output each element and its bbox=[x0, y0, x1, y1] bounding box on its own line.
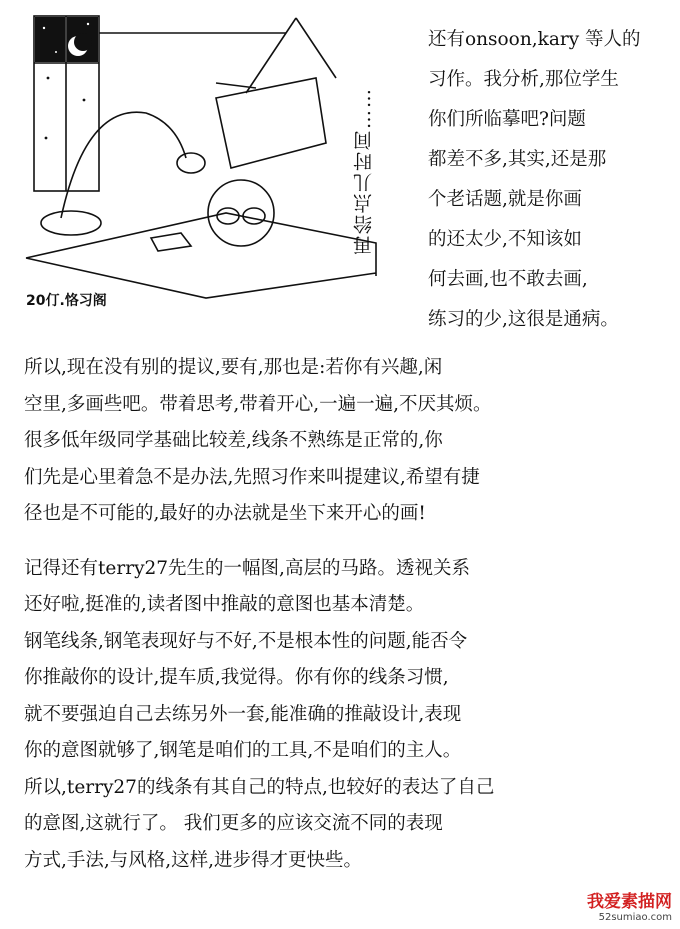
paragraph-gap bbox=[24, 533, 670, 551]
watermark-title: 我爱素描网 bbox=[587, 892, 672, 912]
desk bbox=[26, 213, 376, 298]
text-line: 还有onsoon,kary 等人的 bbox=[428, 29, 641, 50]
right-column-text bbox=[428, 20, 673, 340]
artist-signature: 20仃.恪习阁 bbox=[26, 293, 107, 309]
text-line: 们先是心里着急不是办法,先照习作来叫提建议,希望有捷 bbox=[24, 466, 480, 488]
text-line: 习作。我分析,那位学生 bbox=[428, 69, 619, 90]
hanging-string bbox=[246, 18, 336, 93]
text-line: 钢笔线条,钢笔表现好与不好,不是根本性的问题,能否令 bbox=[24, 630, 468, 652]
text-line: 何去画,也不敢去画, bbox=[428, 269, 588, 290]
text-line: 的还太少,不知该如 bbox=[428, 229, 582, 250]
text-line: 所以,现在没有别的提议,要有,那也是:若你有兴趣,闲 bbox=[24, 357, 443, 378]
watermark-url: 52sumiao.com bbox=[598, 912, 672, 923]
hanging-cake bbox=[216, 78, 326, 168]
text-line: 你们所临摹吧?问题 bbox=[428, 109, 586, 130]
text-line: 你推敲你的设计,提车质,我觉得。你有你的线条习惯, bbox=[24, 667, 449, 688]
text-line: 还好啦,挺准的,读者图中推敲的意图也基本清楚。 bbox=[24, 594, 425, 615]
text-line: 径也是不可能的,最好的办法就是坐下来开心的画! bbox=[24, 503, 426, 524]
text-line: 空里,多画些吧。带着思考,带着开心,一遍一遍,不厌其烦。 bbox=[24, 393, 492, 415]
text-line: 很多低年级同学基础比较差,线条不熟练是正常的,你 bbox=[24, 430, 443, 451]
text-line: 个老话题,就是你画 bbox=[428, 189, 582, 210]
text-line: 所以,terry27的线条有其自己的特点,也较好的表达了自己 bbox=[24, 776, 495, 798]
text-line: 练习的少,这很是通病。 bbox=[428, 309, 619, 330]
watermark bbox=[587, 887, 672, 923]
handwritten-body bbox=[24, 350, 670, 879]
text-line: 就不要强迫自己去练另外一套,能准确的推敲设计,表现 bbox=[24, 703, 462, 725]
text-line: 记得还有terry27先生的一幅图,高层的马路。透视关系 bbox=[24, 557, 470, 579]
lamp-arm bbox=[61, 112, 186, 218]
vertical-caption: 再给点儿时间…… bbox=[353, 87, 375, 255]
text-line: 你的意图就够了,钢笔是咱们的工具,不是咱们的主人。 bbox=[24, 740, 462, 761]
text-line: 方式,手法,与风格,这样,进步得才更快些。 bbox=[24, 849, 363, 871]
text-line: 的意图,这就行了。 我们更多的应该交流不同的表现 bbox=[24, 813, 443, 834]
text-line: 都差不多,其实,还是那 bbox=[428, 149, 607, 170]
